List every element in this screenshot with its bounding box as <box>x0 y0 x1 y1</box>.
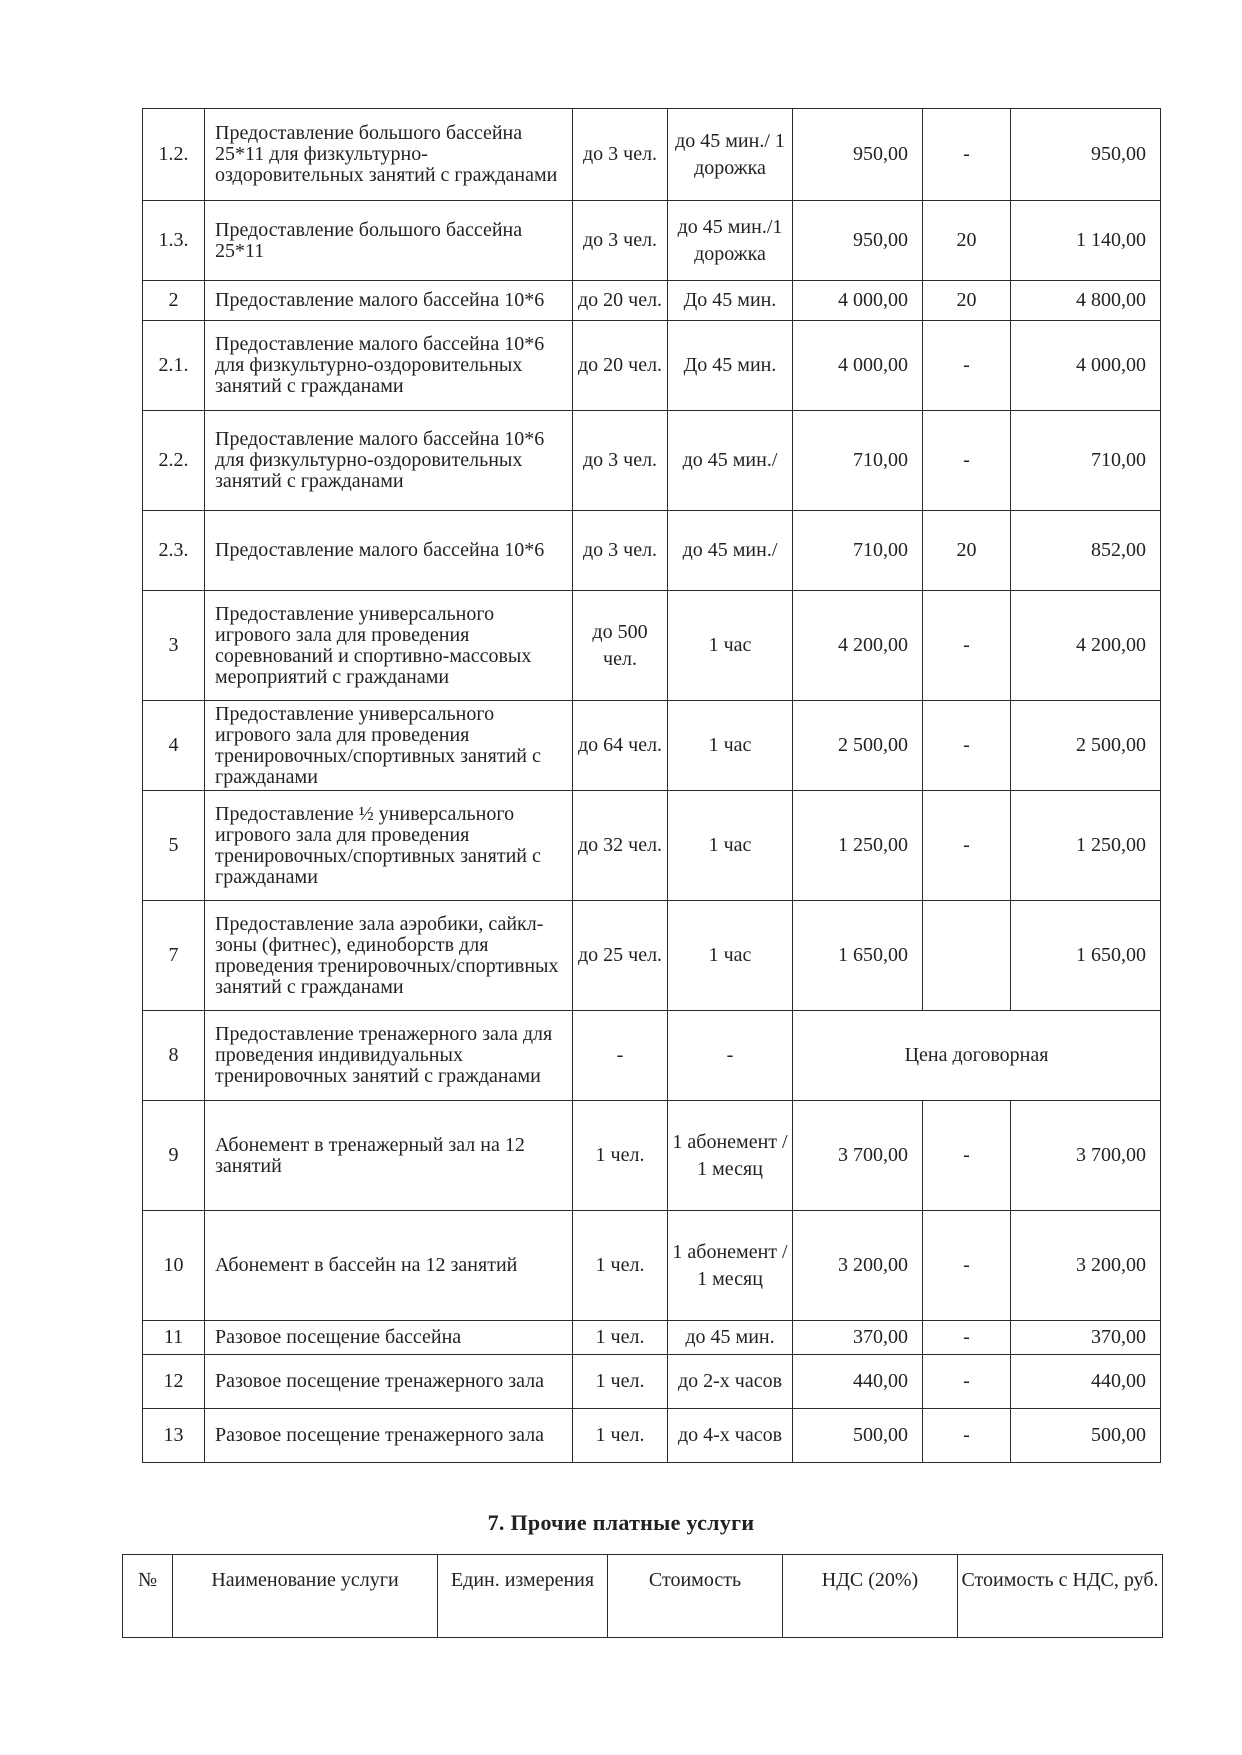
total-cell: 3 200,00 <box>1011 1211 1161 1321</box>
row-number: 4 <box>143 701 205 791</box>
contract-price: Цена договорная <box>793 1011 1161 1101</box>
other-services-table <box>122 1554 1163 1638</box>
vat-cell: - <box>923 1409 1011 1463</box>
unit-cell: до 3 чел. <box>573 411 668 511</box>
vat-cell: - <box>923 701 1011 791</box>
cost-cell: 4 200,00 <box>793 591 923 701</box>
unit-cell: до 500 чел. <box>573 591 668 701</box>
unit-cell: 1 чел. <box>573 1101 668 1211</box>
total-cell: 3 700,00 <box>1011 1101 1161 1211</box>
duration-cell: до 45 мин./1 дорожка <box>668 201 793 281</box>
duration-cell: - <box>668 1011 793 1101</box>
header-cost: Стоимость <box>608 1555 783 1638</box>
service-name: Предоставление малого бассейна 10*6 <box>205 511 573 591</box>
duration-cell: До 45 мин. <box>668 321 793 411</box>
total-cell: 950,00 <box>1011 109 1161 201</box>
vat-cell: - <box>923 109 1011 201</box>
service-name: Предоставление малого бассейна 10*6 <box>205 281 573 321</box>
row-number: 2.3. <box>143 511 205 591</box>
vat-cell: 20 <box>923 511 1011 591</box>
vat-cell: - <box>923 791 1011 901</box>
header-num: № <box>123 1555 173 1638</box>
table-row <box>143 109 1161 201</box>
vat-cell: 20 <box>923 201 1011 281</box>
vat-cell: - <box>923 1355 1011 1409</box>
cost-cell: 4 000,00 <box>793 321 923 411</box>
vat-cell: - <box>923 411 1011 511</box>
total-cell: 1 650,00 <box>1011 901 1161 1011</box>
header-unit: Един. измерения <box>438 1555 608 1638</box>
table-row <box>143 511 1161 591</box>
duration-cell: до 45 мин./ <box>668 511 793 591</box>
table-row <box>143 901 1161 1011</box>
service-name: Предоставление большого бассейна 25*11 <box>205 201 573 281</box>
total-cell: 500,00 <box>1011 1409 1161 1463</box>
table-header-row <box>123 1555 1163 1638</box>
row-number: 13 <box>143 1409 205 1463</box>
cost-cell: 440,00 <box>793 1355 923 1409</box>
row-number: 5 <box>143 791 205 901</box>
table-row <box>143 321 1161 411</box>
header-name: Наименование услуги <box>173 1555 438 1638</box>
total-cell: 710,00 <box>1011 411 1161 511</box>
unit-cell: до 20 чел. <box>573 321 668 411</box>
cost-cell: 710,00 <box>793 511 923 591</box>
table-row <box>143 1321 1161 1355</box>
vat-cell: - <box>923 1101 1011 1211</box>
total-cell: 1 250,00 <box>1011 791 1161 901</box>
row-number: 2.2. <box>143 411 205 511</box>
total-cell: 4 000,00 <box>1011 321 1161 411</box>
duration-cell: до 2-х часов <box>668 1355 793 1409</box>
row-number: 12 <box>143 1355 205 1409</box>
unit-cell: 1 чел. <box>573 1409 668 1463</box>
table-row <box>143 1011 1161 1101</box>
unit-cell: до 3 чел. <box>573 201 668 281</box>
row-number: 7 <box>143 901 205 1011</box>
service-name: Предоставление универсального игрового зала для проведения соревнований и спортивно-массовых мероприятий с гражданами <box>205 591 573 701</box>
service-name: Предоставление ½ универсального игрового зала для проведения тренировочных/спортивных занятий с гражданами <box>205 791 573 901</box>
cost-cell: 2 500,00 <box>793 701 923 791</box>
row-number: 2.1. <box>143 321 205 411</box>
service-name: Абонемент в тренажерный зал на 12 занятий <box>205 1101 573 1211</box>
duration-cell: до 4-х часов <box>668 1409 793 1463</box>
service-name: Разовое посещение тренажерного зала <box>205 1355 573 1409</box>
row-number: 8 <box>143 1011 205 1101</box>
duration-cell: 1 час <box>668 901 793 1011</box>
header-total: Стоимость с НДС, руб. <box>958 1555 1163 1638</box>
table-row <box>143 1355 1161 1409</box>
table-row <box>143 1409 1161 1463</box>
vat-cell: - <box>923 321 1011 411</box>
duration-cell: 1 час <box>668 591 793 701</box>
vat-cell: - <box>923 1321 1011 1355</box>
service-name: Разовое посещение бассейна <box>205 1321 573 1355</box>
row-number: 1.2. <box>143 109 205 201</box>
total-cell: 4 200,00 <box>1011 591 1161 701</box>
table-row <box>143 411 1161 511</box>
total-cell: 852,00 <box>1011 511 1161 591</box>
duration-cell: до 45 мин. <box>668 1321 793 1355</box>
vat-cell: - <box>923 1211 1011 1321</box>
service-name: Разовое посещение тренажерного зала <box>205 1409 573 1463</box>
unit-cell: - <box>573 1011 668 1101</box>
unit-cell: 1 чел. <box>573 1355 668 1409</box>
total-cell: 440,00 <box>1011 1355 1161 1409</box>
cost-cell: 710,00 <box>793 411 923 511</box>
table-row <box>143 281 1161 321</box>
duration-cell: до 45 мин./ 1 дорожка <box>668 109 793 201</box>
cost-cell: 1 650,00 <box>793 901 923 1011</box>
table-row <box>143 791 1161 901</box>
vat-cell: - <box>923 591 1011 701</box>
vat-cell: 20 <box>923 281 1011 321</box>
cost-cell: 500,00 <box>793 1409 923 1463</box>
duration-cell: 1 абонемент / 1 месяц <box>668 1101 793 1211</box>
row-number: 1.3. <box>143 201 205 281</box>
total-cell: 4 800,00 <box>1011 281 1161 321</box>
row-number: 9 <box>143 1101 205 1211</box>
service-name: Предоставление универсального игрового зала для проведения тренировочных/спортивных занятий с гражданами <box>205 701 573 791</box>
total-cell: 1 140,00 <box>1011 201 1161 281</box>
cost-cell: 1 250,00 <box>793 791 923 901</box>
vat-cell <box>923 901 1011 1011</box>
cost-cell: 3 700,00 <box>793 1101 923 1211</box>
service-name: Предоставление зала аэробики, сайкл- зоны (фитнес), единоборств для проведения тренировочных/спортивных занятий с гражданами <box>205 901 573 1011</box>
price-table <box>142 108 1161 1463</box>
table-row <box>143 1211 1161 1321</box>
table-row <box>143 701 1161 791</box>
unit-cell: до 3 чел. <box>573 511 668 591</box>
service-name: Абонемент в бассейн на 12 занятий <box>205 1211 573 1321</box>
unit-cell: 1 чел. <box>573 1211 668 1321</box>
duration-cell: До 45 мин. <box>668 281 793 321</box>
duration-cell: 1 час <box>668 791 793 901</box>
table-row <box>143 591 1161 701</box>
total-cell: 2 500,00 <box>1011 701 1161 791</box>
service-name: Предоставление малого бассейна 10*6 для физкультурно-оздоровительных занятий с гражданами <box>205 321 573 411</box>
table-row <box>143 1101 1161 1211</box>
unit-cell: до 3 чел. <box>573 109 668 201</box>
table-row <box>143 201 1161 281</box>
unit-cell: до 32 чел. <box>573 791 668 901</box>
unit-cell: до 64 чел. <box>573 701 668 791</box>
cost-cell: 950,00 <box>793 109 923 201</box>
row-number: 10 <box>143 1211 205 1321</box>
duration-cell: до 45 мин./ <box>668 411 793 511</box>
service-name: Предоставление большого бассейна 25*11 для физкультурно-оздоровительных занятий с гражданами <box>205 109 573 201</box>
row-number: 2 <box>143 281 205 321</box>
unit-cell: до 25 чел. <box>573 901 668 1011</box>
service-name: Предоставление тренажерного зала для проведения индивидуальных тренировочных занятий с гражданами <box>205 1011 573 1101</box>
row-number: 11 <box>143 1321 205 1355</box>
unit-cell: 1 чел. <box>573 1321 668 1355</box>
unit-cell: до 20 чел. <box>573 281 668 321</box>
cost-cell: 3 200,00 <box>793 1211 923 1321</box>
duration-cell: 1 абонемент / 1 месяц <box>668 1211 793 1321</box>
section-title: 7. Прочие платные услуги <box>487 1510 755 1535</box>
duration-cell: 1 час <box>668 701 793 791</box>
total-cell: 370,00 <box>1011 1321 1161 1355</box>
header-vat: НДС (20%) <box>783 1555 958 1638</box>
cost-cell: 950,00 <box>793 201 923 281</box>
cost-cell: 370,00 <box>793 1321 923 1355</box>
row-number: 3 <box>143 591 205 701</box>
service-name: Предоставление малого бассейна 10*6 для физкультурно-оздоровительных занятий с гражданами <box>205 411 573 511</box>
cost-cell: 4 000,00 <box>793 281 923 321</box>
